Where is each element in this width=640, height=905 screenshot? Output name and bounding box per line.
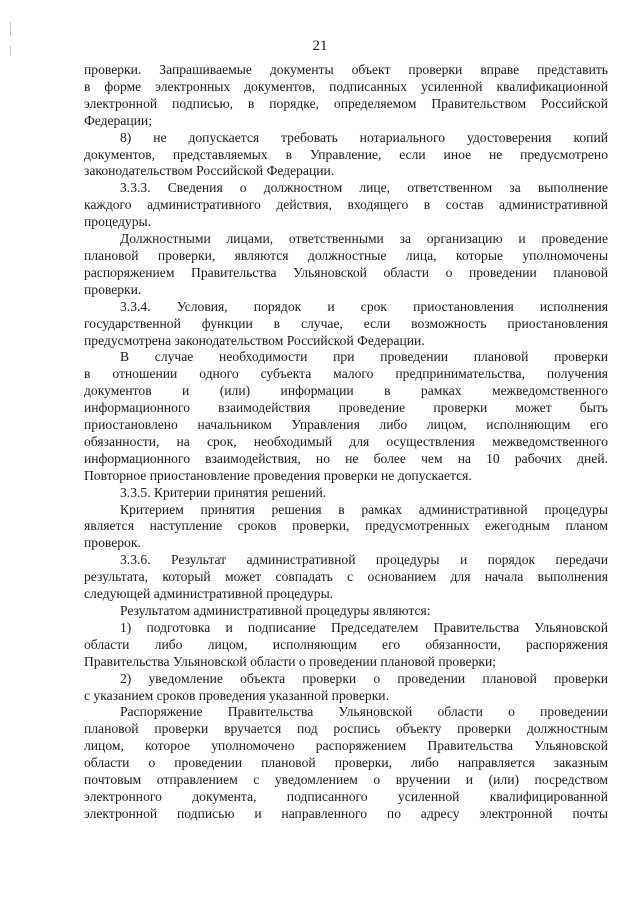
text-line: проверки. Запрашиваемые документы объект проверки вправе представить [84, 62, 608, 77]
text-line: документов и (или) информации в рамках межведомственного [84, 383, 608, 399]
text-line: каждого административного действия, входящего в состав административной [84, 197, 608, 213]
text-line: 3.3.6. Результат административной процедуры и порядок передачи [120, 552, 608, 568]
text-line: области либо лицом, исполняющим его обязанности, распоряжения [84, 636, 608, 652]
text-line: плановой проверки, являются должностные лица, которые уполномочены [84, 247, 608, 263]
text-line: Критерием принятия решения в рамках административной процедуры [120, 501, 608, 517]
text-line: области о проведении плановой проверки, либо направляется заказным [84, 755, 608, 771]
text-line: Результатом административной процедуры являются: [120, 603, 431, 618]
text-line: лицом, которое уполномочено распоряжением Правительства Ульяновской [84, 738, 608, 754]
text-line: законодательством Российской Федерации. [84, 163, 335, 179]
text-line: электронного документа, подписанного усиленной квалифицированной [84, 788, 608, 804]
text-line: плановой проверки вручается под роспись объекту проверки должностным [84, 721, 608, 737]
text-line: Федерации; [84, 112, 152, 128]
text-line: 3.3.4. Условия, порядок и срок приостановления исполнения [120, 298, 608, 314]
binding-mark [10, 22, 11, 36]
page-number: 21 [312, 38, 328, 54]
text-line: информационного взаимодействия проведение проверки может быть [84, 400, 608, 416]
text-line: 8) не допускается требовать нотариального удостоверения копий [120, 129, 608, 145]
text-line: с указанием сроков проведения указанной проверки. [84, 687, 389, 703]
text-line: информационного взаимодействия, но не более чем на 10 рабочих дней. [84, 450, 608, 466]
text-line: Повторное приостановление проведения проверки не допускается. [84, 467, 472, 483]
text-line: Должностными лицами, ответственными за организацию и проведение [120, 231, 608, 247]
text-line: процедуры. [84, 214, 152, 230]
text-line: приостановлено начальником Управления либо лицом, исполняющим его [84, 417, 608, 433]
text-line: проверок. [84, 535, 141, 551]
text-line: государственной функции в случае, если возможность приостановления [84, 315, 608, 331]
text-line: почтовым отправлением с уведомлением о вручении и (или) посредством [84, 772, 608, 788]
text-line: 3.3.3. Сведения о должностном лице, ответственном за выполнение [120, 180, 608, 196]
text-line: 1) подготовка и подписание Председателем Правительства Ульяновской [120, 619, 608, 635]
text-line: документов, представляемых в Управление, если иное не предусмотрено [84, 146, 608, 162]
text-line: проверки. [84, 281, 142, 297]
text-line: в форме электронных документов, подписанных усиленной квалификационной [84, 78, 608, 94]
text-line: Распоряжение Правительства Ульяновской области о проведении [120, 704, 608, 720]
text-line: распоряжением Правительства Ульяновской области о проведении плановой [84, 264, 608, 280]
text-line: обязанности, на срок, необходимый для осуществления межведомственного [84, 433, 608, 449]
text-line: следующей административной процедуры. [84, 586, 334, 602]
document-body [84, 62, 608, 823]
text-line: электронной подписью и направленного по адресу электронной почты [84, 805, 608, 821]
text-line: Правительства Ульяновской области о проведении плановой проверки; [84, 653, 497, 669]
text-line: электронной подписью, в порядке, определяемом Правительством Российской [84, 95, 608, 111]
text-line: результата, который может совпадать с основанием для начала выполнения [84, 569, 608, 585]
text-line: предусмотрена законодательством Российской Федерации. [84, 332, 425, 348]
text-line: В случае необходимости при проведении плановой проверки [120, 349, 608, 365]
text-line: 3.3.5. Критерии принятия решений. [120, 484, 327, 500]
text-line: 2) уведомление объекта проверки о проведении плановой проверки [120, 670, 608, 686]
text-line: в отношении одного субъекта малого предпринимательства, получения [84, 366, 608, 382]
text-line: является наступление сроков проверки, предусмотренных ежегодным планом [84, 518, 608, 534]
